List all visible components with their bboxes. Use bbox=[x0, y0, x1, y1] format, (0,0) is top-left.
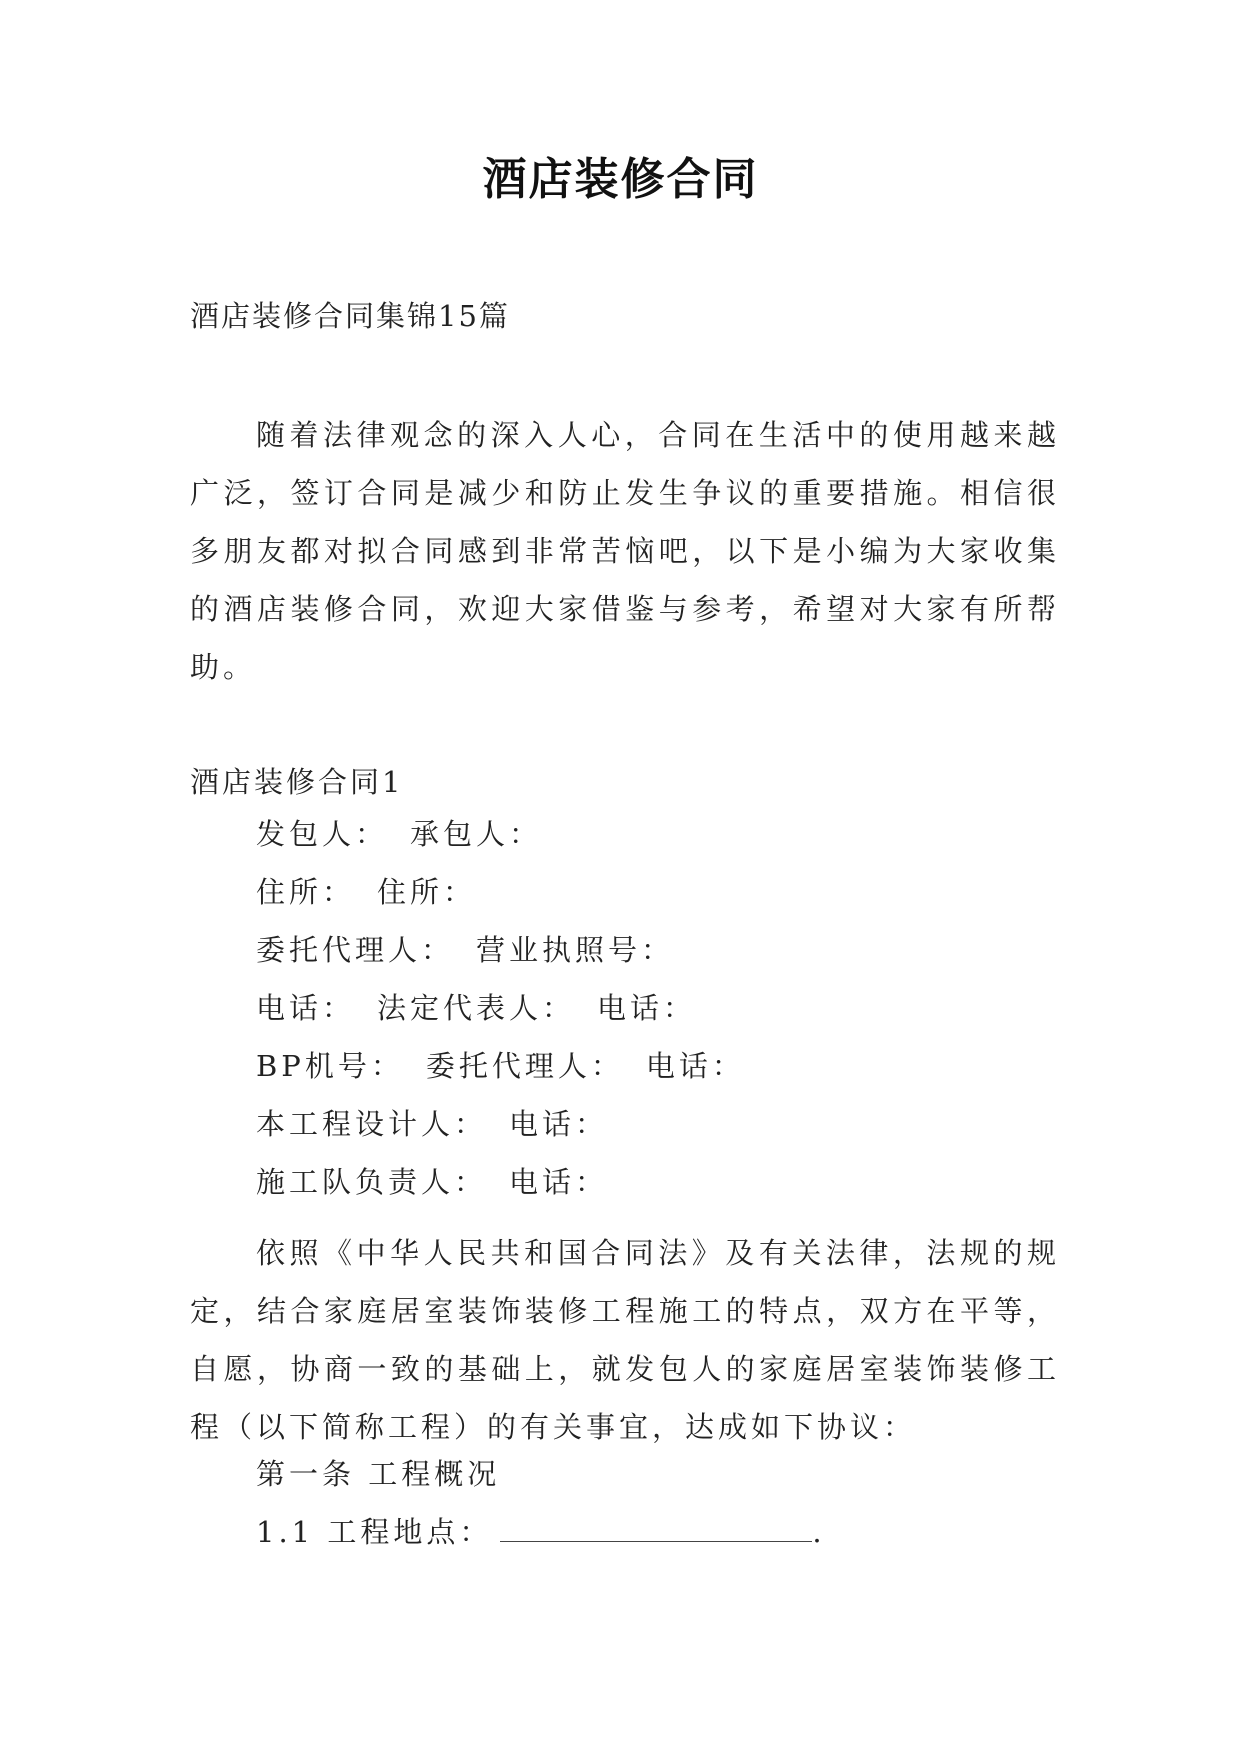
field-line-3 bbox=[256, 930, 674, 970]
field-label: 电话： bbox=[509, 1107, 609, 1141]
field-label: 委托代理人： bbox=[425, 1049, 624, 1083]
item-end: . bbox=[812, 1515, 826, 1549]
item-label: 1.1 工程地点： bbox=[256, 1515, 493, 1549]
field-label: 施工队负责人： bbox=[256, 1165, 488, 1199]
field-label: 发包人： bbox=[256, 817, 389, 851]
legal-basis-paragraph: 依照《中华人民共和国合同法》及有关法律，法规的规定，结合家庭居室装饰装修工程施工的特点，双方在平等，自愿，协商一致的基础上，就发包人的家庭居室装饰装修工程（以下简称工程）的有关事宜，达成如下协议： bbox=[190, 1236, 1060, 1444]
document-title: 酒店装修合同 bbox=[482, 154, 759, 205]
field-label: 本工程设计人： bbox=[256, 1107, 488, 1141]
field-line-6 bbox=[256, 1104, 608, 1144]
field-line-5 bbox=[256, 1046, 745, 1086]
field-label: 法定代表人： bbox=[377, 991, 576, 1025]
field-label: 住所： bbox=[256, 875, 356, 909]
item-1-1 bbox=[256, 1512, 826, 1552]
section-heading: 酒店装修合同1 bbox=[190, 765, 404, 799]
field-label: 电话： bbox=[597, 991, 697, 1025]
field-label: 住所： bbox=[377, 875, 477, 909]
field-label: 营业执照号： bbox=[476, 933, 675, 967]
article-heading: 第一条 工程概况 bbox=[256, 1457, 501, 1491]
field-line-1 bbox=[256, 814, 542, 854]
field-label: 电话： bbox=[509, 1165, 609, 1199]
field-label: 承包人： bbox=[410, 817, 543, 851]
field-label: 委托代理人： bbox=[256, 933, 455, 967]
field-label: 电话： bbox=[645, 1049, 745, 1083]
field-label: 电话： bbox=[256, 991, 356, 1025]
field-line-7 bbox=[256, 1162, 608, 1202]
field-line-2 bbox=[256, 872, 476, 912]
intro-paragraph: 随着法律观念的深入人心，合同在生活中的使用越来越广泛，签订合同是减少和防止发生争议的重要措施。相信很多朋友都对拟合同感到非常苦恼吧，以下是小编为大家收集的酒店装修合同，欢迎大家借鉴与参考，希望对大家有所帮助。 bbox=[190, 418, 1060, 684]
blank-line bbox=[500, 1515, 812, 1542]
document-subtitle: 酒店装修合同集锦15篇 bbox=[190, 299, 510, 333]
field-line-4 bbox=[256, 988, 696, 1028]
field-label: BP机号： bbox=[256, 1049, 404, 1083]
